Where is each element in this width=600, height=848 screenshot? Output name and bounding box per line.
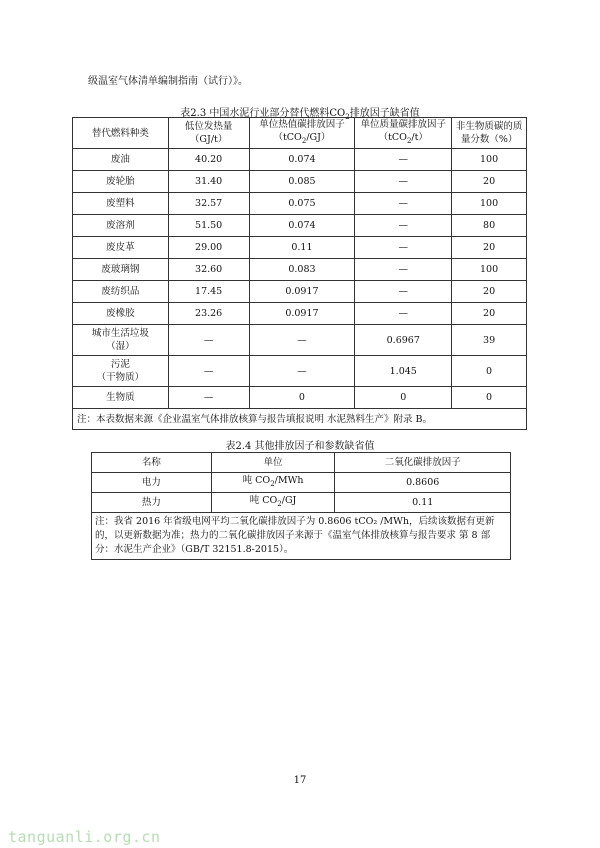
ef-mass: — xyxy=(355,237,452,259)
nonbio-fraction: 0 xyxy=(452,387,527,409)
param-factor: 0.8606 xyxy=(335,473,511,493)
ef-mass: 0 xyxy=(355,387,452,409)
ef-mass: — xyxy=(355,149,452,171)
table-row xyxy=(73,237,527,259)
fuel-name: 废油 xyxy=(73,149,169,171)
watermark: tanguanli.org.cn xyxy=(8,828,161,846)
col-header-name: 名称 xyxy=(92,453,212,473)
ef-heat: 0.0917 xyxy=(249,303,355,325)
col-header-ef-mass: 单位质量碳排放因子 （tCO$_2$/t） xyxy=(355,118,452,149)
nonbio-fraction: 100 xyxy=(452,149,527,171)
fuel-name: 城市生活垃圾 （湿） xyxy=(73,325,169,356)
table-row xyxy=(73,356,527,387)
nonbio-fraction: 20 xyxy=(452,171,527,193)
fuel-name: 废纺织品 xyxy=(73,281,169,303)
table-row xyxy=(73,193,527,215)
table-row xyxy=(73,387,527,409)
table-row xyxy=(73,259,527,281)
table-row xyxy=(92,473,511,493)
col-header-heat-value: 低位发热量 （GJ/t） xyxy=(168,118,249,149)
ef-heat: 0.0917 xyxy=(249,281,355,303)
col-header-factor: 二氧化碳排放因子 xyxy=(335,453,511,473)
param-unit: 吨 $CO_2$/MWh xyxy=(211,473,335,493)
ef-heat: 0.085 xyxy=(249,171,355,193)
heat-value: — xyxy=(168,356,249,387)
ef-heat: 0 xyxy=(249,387,355,409)
intro-text: 级温室气体清单编制指南（试行）》。 xyxy=(88,76,248,87)
table-row xyxy=(73,215,527,237)
table1-caption: 表2.3 中国水泥行业部分替代燃料$CO_2$排放因子缺省值 xyxy=(180,108,420,121)
fuel-name: 生物质 xyxy=(73,387,169,409)
nonbio-fraction: 20 xyxy=(452,303,527,325)
heat-value: — xyxy=(168,325,249,356)
table-header-row xyxy=(73,118,527,149)
param-unit: 吨 $CO_2/GJ$ xyxy=(211,493,335,513)
ef-mass: — xyxy=(355,171,452,193)
heat-value: 32.60 xyxy=(168,259,249,281)
nonbio-fraction: 100 xyxy=(452,193,527,215)
ef-heat: — xyxy=(249,325,355,356)
ef-mass: — xyxy=(355,303,452,325)
ef-heat: 0.074 xyxy=(249,149,355,171)
ef-heat: 0.11 xyxy=(249,237,355,259)
fuel-name: 废塑料 xyxy=(73,193,169,215)
heat-value: 32.57 xyxy=(168,193,249,215)
ef-mass: — xyxy=(355,259,452,281)
ef-heat: 0.075 xyxy=(249,193,355,215)
table-note-row xyxy=(73,409,527,430)
heat-value: — xyxy=(168,387,249,409)
nonbio-fraction: 100 xyxy=(452,259,527,281)
col-header-ef-heat: 单位热值碳排放因子 （tCO$_2$/GJ） xyxy=(249,118,355,149)
heat-value: 23.26 xyxy=(168,303,249,325)
fuel-name: 废轮胎 xyxy=(73,171,169,193)
table-row xyxy=(73,303,527,325)
table1-note: 注：本表数据来源《企业温室气体排放核算与报告填报说明 水泥熟料生产》附录 B。 xyxy=(73,409,527,430)
heat-value: 17.45 xyxy=(168,281,249,303)
heat-value: 31.40 xyxy=(168,171,249,193)
table-row xyxy=(73,325,527,356)
table2-note: 注：我省 2016 年省级电网平均二氧化碳排放因子为 0.8606 tCO₂ /MWh，后续该数据有更新的，以更新数据为准；热力的二氧化碳排放因子来源于《温室气体排放核算与报告要求 第 8 部分：水泥生产企业》（GB/T 32151.8-2015）。 xyxy=(92,513,511,560)
fuel-name: 废橡胶 xyxy=(73,303,169,325)
fuel-name: 废皮革 xyxy=(73,237,169,259)
ef-heat: — xyxy=(249,356,355,387)
param-name: 热力 xyxy=(92,493,212,513)
heat-value: 29.00 xyxy=(168,237,249,259)
nonbio-fraction: 20 xyxy=(452,237,527,259)
fuel-emission-table xyxy=(72,117,527,430)
param-factor: 0.11 xyxy=(335,493,511,513)
table-row xyxy=(73,171,527,193)
table-row xyxy=(73,281,527,303)
nonbio-fraction: 20 xyxy=(452,281,527,303)
nonbio-fraction: 39 xyxy=(452,325,527,356)
nonbio-fraction: 0 xyxy=(452,356,527,387)
table-header-row xyxy=(92,453,511,473)
fuel-name: 废玻璃钢 xyxy=(73,259,169,281)
nonbio-fraction: 80 xyxy=(452,215,527,237)
ef-mass: — xyxy=(355,193,452,215)
ef-mass: 1.045 xyxy=(355,356,452,387)
ef-mass: — xyxy=(355,281,452,303)
ef-heat: 0.074 xyxy=(249,215,355,237)
heat-value: 40.20 xyxy=(168,149,249,171)
ef-mass: 0.6967 xyxy=(355,325,452,356)
fuel-name: 污泥 （干物质） xyxy=(73,356,169,387)
table-note-row xyxy=(92,513,511,560)
ef-heat: 0.083 xyxy=(249,259,355,281)
col-header-nonbio-fraction: 非生物质碳的质 量分数（%） xyxy=(452,118,527,149)
other-factors-table xyxy=(91,452,511,560)
page-number: 17 xyxy=(293,775,307,786)
fuel-name: 废溶剂 xyxy=(73,215,169,237)
table-row xyxy=(73,149,527,171)
heat-value: 51.50 xyxy=(168,215,249,237)
ef-mass: — xyxy=(355,215,452,237)
col-header-fuel-type: 替代燃料种类 xyxy=(73,118,169,149)
table2-caption: 表2.4 其他排放因子和参数缺省值 xyxy=(225,441,375,452)
param-name: 电力 xyxy=(92,473,212,493)
col-header-unit: 单位 xyxy=(211,453,335,473)
table-row xyxy=(92,493,511,513)
